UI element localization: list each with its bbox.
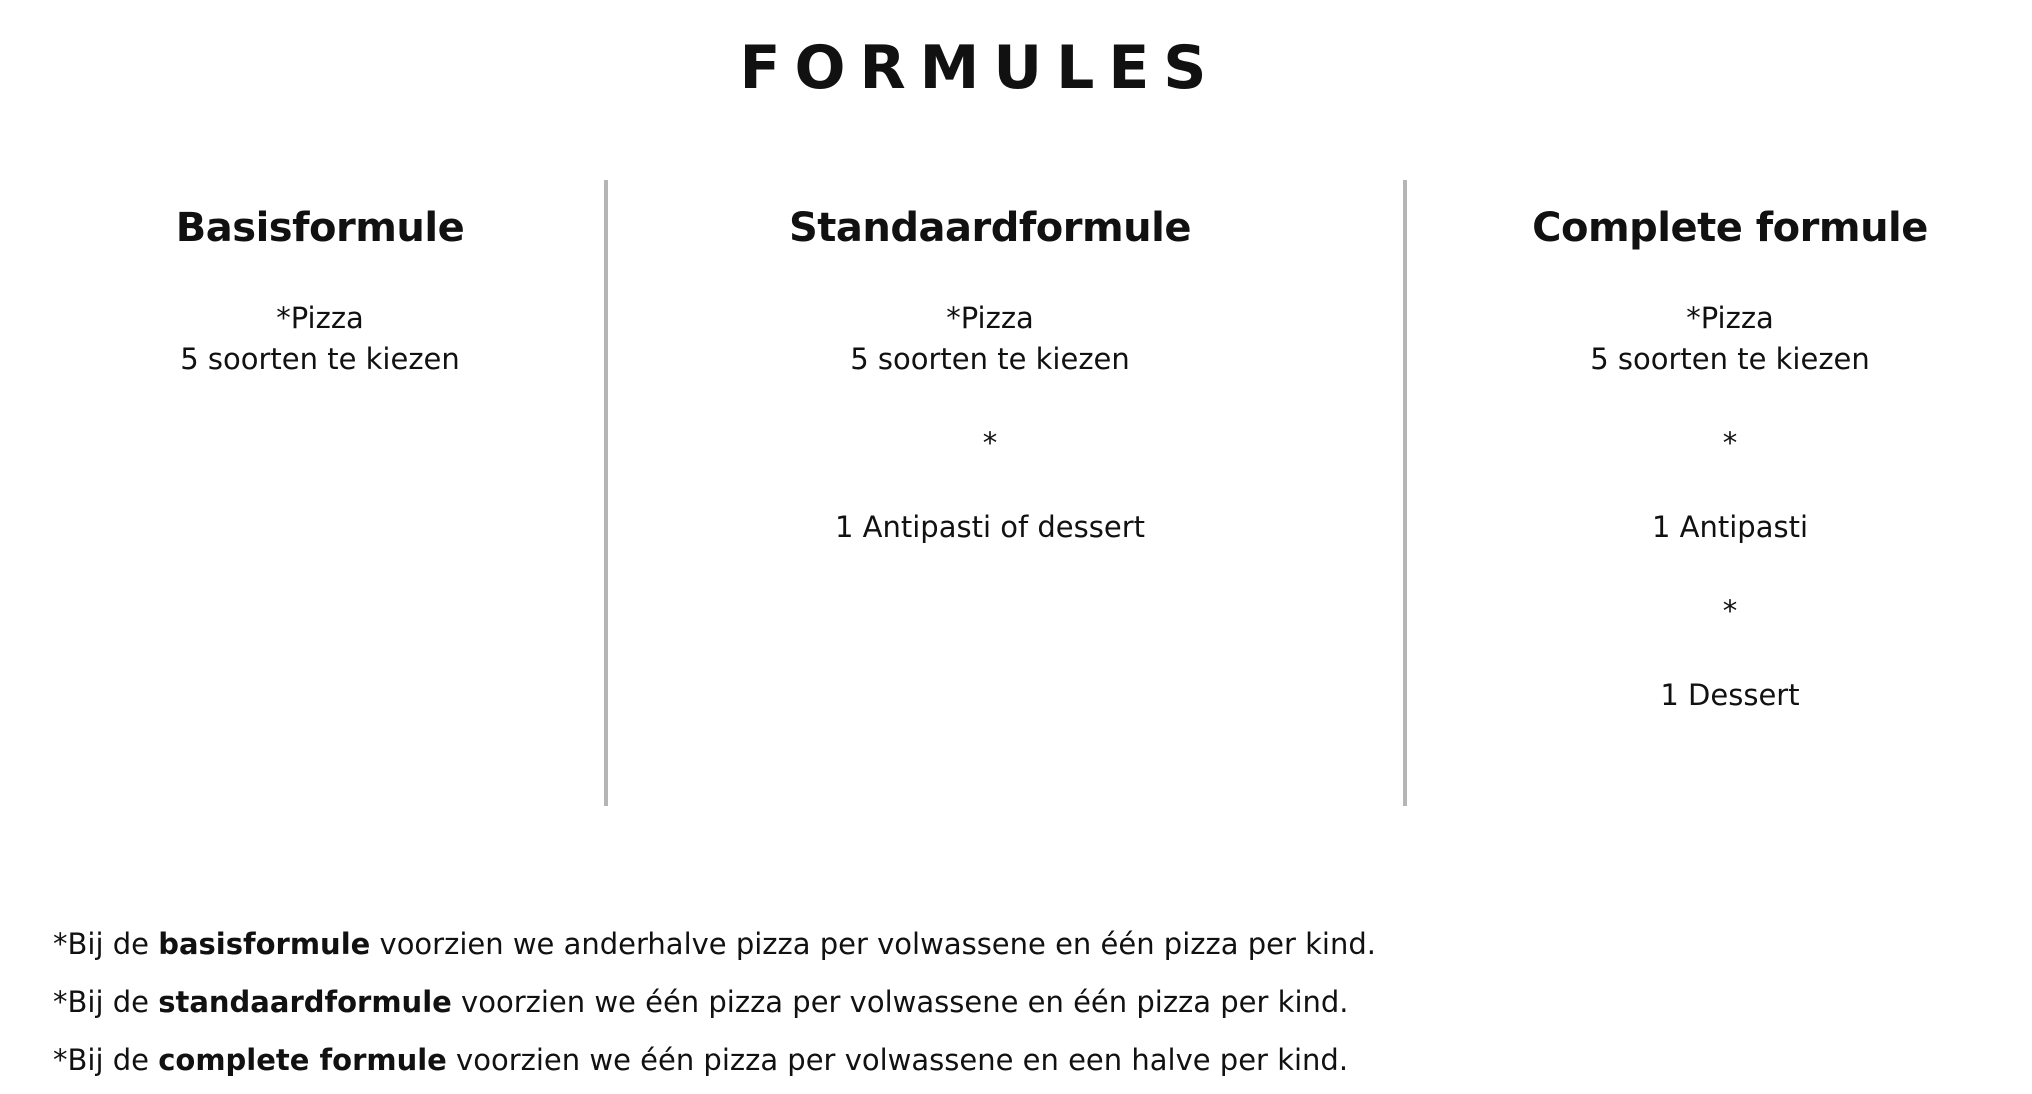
footnote-prefix: *Bij de: [53, 1043, 159, 1077]
footnote-formula-name: basisformule: [158, 927, 371, 961]
formula-separator: *: [1722, 594, 1738, 628]
footnote-text: voorzien we één pizza per volwassene en één pizza per kind.: [451, 985, 1349, 1019]
footnote-formula-name: standaardformule: [158, 985, 452, 1019]
formula-separator: *: [1722, 426, 1738, 460]
footnote-text: voorzien we één pizza per volwassene en een halve per kind.: [446, 1043, 1349, 1077]
footnote-standaard: [53, 973, 1953, 1031]
formula-items: [1410, 252, 2032, 716]
formula-item: 5 soorten te kiezen: [850, 342, 1130, 376]
formula-items: [60, 252, 580, 380]
footnote-complete: [53, 1031, 1953, 1089]
footnote-basis: [53, 915, 1953, 973]
footnote-text: voorzien we anderhalve pizza per volwassene en één pizza per kind.: [370, 927, 1376, 961]
formula-item: *Pizza: [946, 301, 1034, 335]
formula-item: 1 Dessert: [1660, 678, 1800, 712]
formula-heading: Basisformule: [175, 205, 465, 251]
formula-item: 5 soorten te kiezen: [180, 342, 460, 376]
formula-columns: [0, 180, 2032, 790]
formula-column-complete: [1410, 180, 2032, 716]
formula-item: *Pizza: [276, 301, 364, 335]
formula-column-standaard: [660, 180, 1320, 548]
footnotes: [53, 915, 1953, 1089]
formula-item: *Pizza: [1686, 301, 1774, 335]
formula-column-basis: [60, 180, 580, 380]
footnote-prefix: *Bij de: [53, 927, 159, 961]
formula-items: [660, 252, 1320, 548]
formula-heading: Complete formule: [1532, 205, 1928, 251]
formula-item: 5 soorten te kiezen: [1590, 342, 1870, 376]
column-divider: [1403, 180, 1407, 806]
page-title: FORMULES: [739, 33, 1221, 103]
formula-item: 1 Antipasti of dessert: [834, 510, 1146, 544]
column-divider: [604, 180, 608, 806]
footnote-prefix: *Bij de: [53, 985, 159, 1019]
formula-item: 1 Antipasti: [1651, 510, 1809, 544]
footnote-formula-name: complete formule: [158, 1043, 447, 1077]
formula-separator: *: [982, 426, 998, 460]
formula-heading: Standaardformule: [789, 205, 1191, 251]
